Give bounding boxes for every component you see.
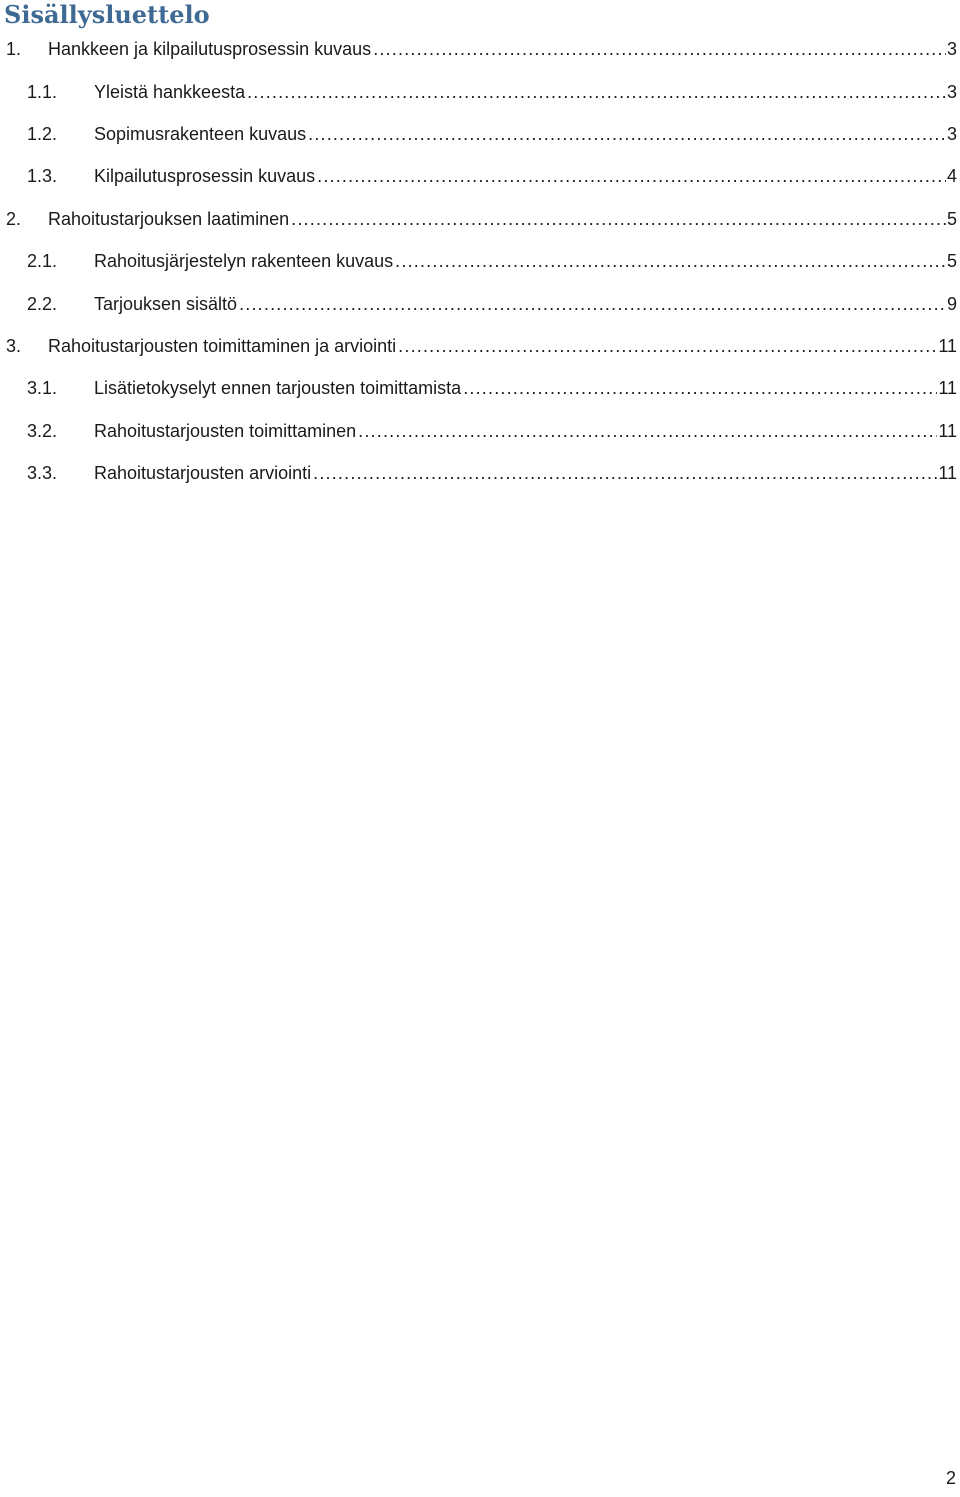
toc-entry-title: Rahoitustarjousten toimittaminen ja arviointi xyxy=(48,335,397,356)
toc-entry-number: 3.3. xyxy=(27,463,58,484)
toc-entry-number: 1.1. xyxy=(27,81,58,102)
toc-entry-title: Tarjouksen sisältö xyxy=(94,293,238,314)
table-of-contents xyxy=(0,28,960,494)
toc-entry-page: 11 xyxy=(938,378,957,399)
toc-entry-number: 1.3. xyxy=(27,166,58,187)
toc-entry-title: Rahoitustarjousten arviointi xyxy=(94,463,312,484)
toc-entry-page: 3 xyxy=(946,39,957,60)
dot-leader xyxy=(247,80,946,104)
toc-entry-page: 11 xyxy=(938,335,957,356)
toc-entry-number: 3.2. xyxy=(27,420,58,441)
dot-leader xyxy=(239,292,946,316)
toc-entry-title: Kilpailutusprosessin kuvaus xyxy=(94,166,316,187)
toc-entry-3-2[interactable] xyxy=(0,410,960,452)
toc-entry-page: 9 xyxy=(946,293,957,314)
toc-entry-number: 1.2. xyxy=(27,123,58,144)
dot-leader xyxy=(398,334,937,358)
dot-leader xyxy=(358,419,937,443)
toc-entry-page: 3 xyxy=(946,123,957,144)
toc-entry-number: 1. xyxy=(6,39,22,60)
toc-entry-title: Rahoitusjärjestelyn rakenteen kuvaus xyxy=(94,251,394,272)
toc-entry-2-1[interactable] xyxy=(0,240,960,282)
toc-entry-title: Sopimusrakenteen kuvaus xyxy=(94,123,307,144)
toc-entry-page: 4 xyxy=(946,166,957,187)
toc-entry-1-3[interactable] xyxy=(0,155,960,197)
dot-leader xyxy=(308,122,946,146)
toc-entry-1-1[interactable] xyxy=(0,70,960,112)
toc-entry-page: 5 xyxy=(946,208,957,229)
toc-entry-page: 3 xyxy=(946,81,957,102)
dot-leader xyxy=(313,461,937,485)
toc-title: Sisällysluettelo xyxy=(4,0,210,29)
toc-entry-title: Yleistä hankkeesta xyxy=(94,81,246,102)
toc-entry-number: 3.1. xyxy=(27,378,58,399)
toc-entry-number: 3. xyxy=(6,335,22,356)
toc-entry-3[interactable] xyxy=(0,325,960,367)
toc-entry-1-2[interactable] xyxy=(0,113,960,155)
toc-entry-1[interactable] xyxy=(0,28,960,70)
toc-entry-title: Rahoitustarjouksen laatiminen xyxy=(48,208,290,229)
dot-leader xyxy=(373,37,946,61)
toc-entry-number: 2. xyxy=(6,208,22,229)
dot-leader xyxy=(463,376,937,400)
toc-entry-3-3[interactable] xyxy=(0,452,960,494)
dot-leader xyxy=(291,207,946,231)
toc-entry-2-2[interactable] xyxy=(0,282,960,324)
toc-entry-title: Lisätietokyselyt ennen tarjousten toimittamista xyxy=(94,378,462,399)
toc-entry-3-1[interactable] xyxy=(0,367,960,409)
dot-leader xyxy=(395,249,946,273)
toc-entry-page: 11 xyxy=(938,420,957,441)
toc-entry-2[interactable] xyxy=(0,198,960,240)
page-number: 2 xyxy=(945,1468,956,1488)
toc-entry-number: 2.2. xyxy=(27,293,58,314)
toc-entry-page: 11 xyxy=(938,463,957,484)
toc-entry-page: 5 xyxy=(946,251,957,272)
toc-entry-title: Hankkeen ja kilpailutusprosessin kuvaus xyxy=(48,39,372,60)
toc-entry-number: 2.1. xyxy=(27,251,58,272)
toc-entry-title: Rahoitustarjousten toimittaminen xyxy=(94,420,357,441)
dot-leader xyxy=(317,164,946,188)
